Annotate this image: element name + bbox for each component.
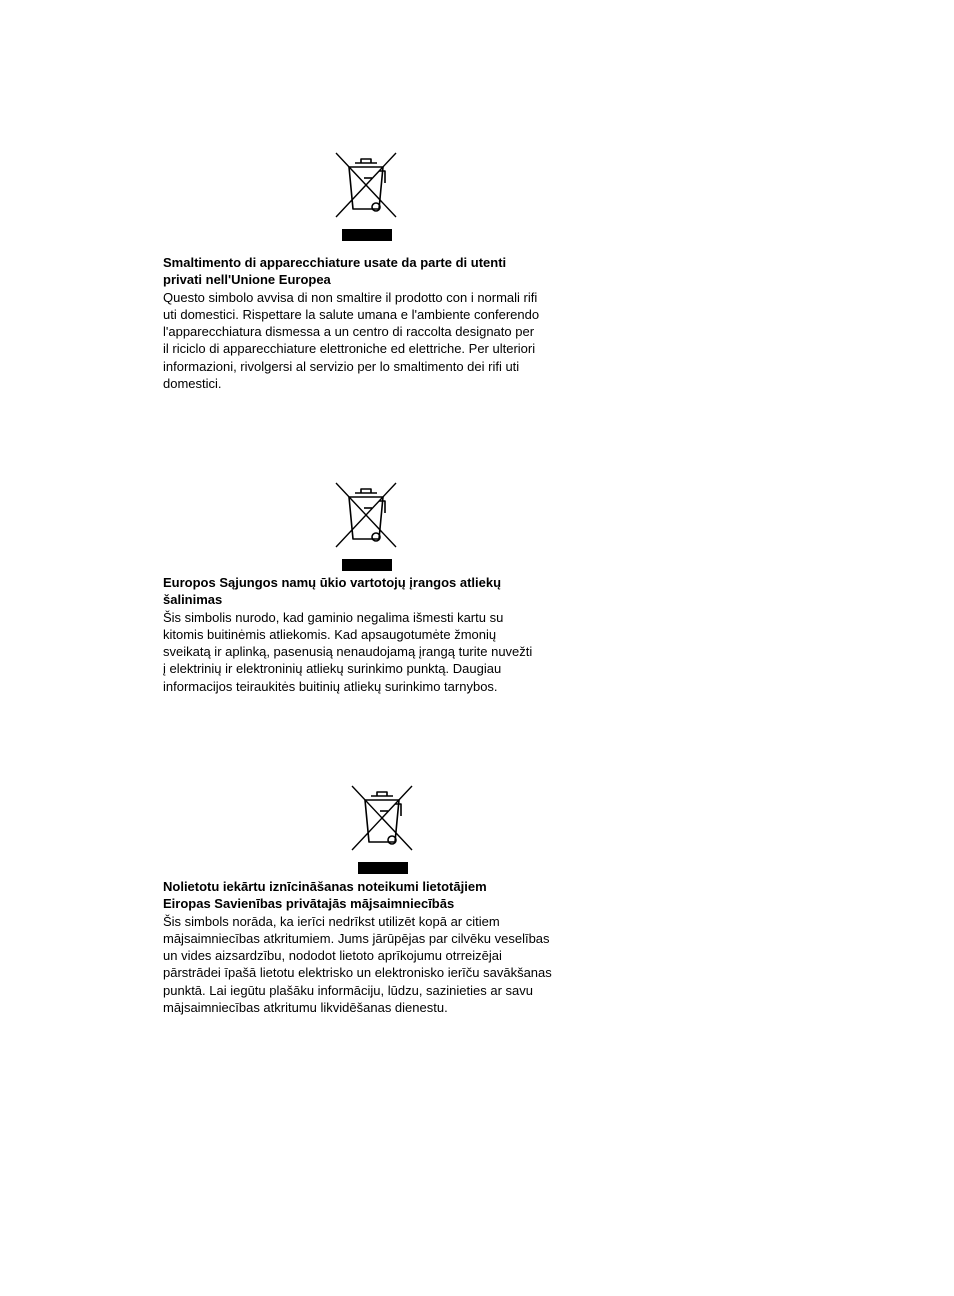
notice-italian <box>163 254 603 392</box>
notice-lithuanian <box>163 574 603 695</box>
crossed-out-wheelie-bin-icon <box>333 150 399 244</box>
title-line: Europos Sąjungos namų ūkio vartotojų įrangos atliekų <box>163 575 502 590</box>
notice-title <box>163 254 603 289</box>
notice-latvian <box>163 878 603 1016</box>
title-line: šalinimas <box>163 592 223 608</box>
notice-body: Šis simbols norāda, ka ierīci nedrīkst utilizēt kopā ar citiem mājsaimniecības atkritumiem. Jums jārūpējas par cilvēku veselības un vides aizsardzību, nododot lietoto aprīkojumu otrreizējai pārstrādei īpašā lietotu elektrisko un elektronisko ierīču savākšanas punktā. Lai iegūtu plašāku informāciju, lūdzu, sazinieties ar savu mājsaimniecības atkritumu likvidēšanas dienestu. <box>163 913 552 1016</box>
notice-title <box>163 574 603 609</box>
notice-body: Šis simbolis nurodo, kad gaminio negalima išmesti kartu su kitomis buitinėmis atliekomis. Kad apsaugotumėte žmonių sveikatą ir aplinką, pasenusią nenaudojamą įrangą turite nuvežti į elektrinių ir elektroninių atliekų surinkimo punktą. Daugiau informacijos teiraukitės buitinių atliekų surinkimo tarnybos. <box>163 609 533 694</box>
title-line: Nolietotu iekārtu iznīcināšanas noteikumi lietotājiem <box>163 879 487 894</box>
title-line: Smaltimento di apparecchiature usate da parte di utenti <box>163 255 507 270</box>
title-line: Eiropas Savienības privātajās mājsaimniecībās <box>163 896 455 912</box>
notice-body: Questo simbolo avvisa di non smaltire il prodotto con i normali rifi uti domestici. Rispettare la salute umana e l'ambiente conferendo l'apparecchiatura dismessa a un centro di raccolta designato per il riciclo di apparecchiature elettroniche ed elettriche. Per ulteriori informazioni, rivolgersi al servizio per lo smaltimento dei rifi uti domestici. <box>163 289 540 392</box>
title-line: privati nell'Unione Europea <box>163 272 331 288</box>
crossed-out-wheelie-bin-icon <box>349 783 415 877</box>
crossed-out-wheelie-bin-icon <box>333 480 399 574</box>
notice-title <box>163 878 603 913</box>
